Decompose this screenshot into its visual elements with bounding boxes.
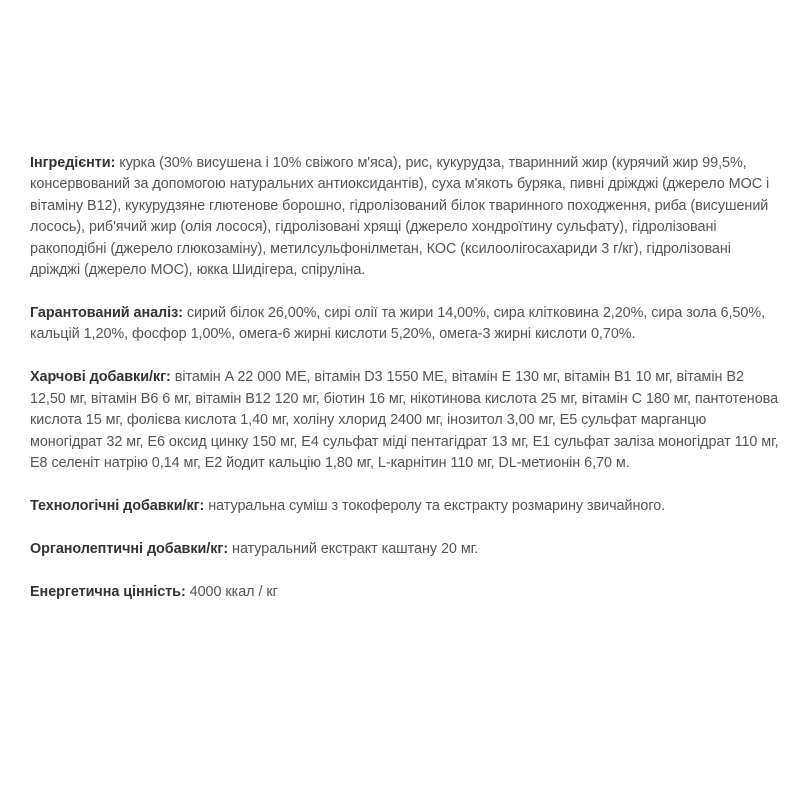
energy-value-label: Енергетична цінність:: [30, 584, 186, 601]
sensory-additives-text: натуральний екстракт каштану 20 мг.: [228, 541, 479, 558]
ingredients-label: Інгредієнти:: [30, 155, 116, 171]
guaranteed-analysis-section: [30, 303, 780, 346]
nutritional-additives-text: вітамін A 22 000 МЕ, вітамін D3 1550 МЕ, вітамін E 130 мг, вітамін B1 10 мг, вітамін B2 12,50 мг, вітамін B6 6 мг, вітамін B12 120 мг, біотин 16 мг, нікотинова кислота 25 мг, вітамін C 180 мг, пантотенова кислота 15 мг, фолієва кислота 1,40 мг, холіну хлорид 2400 мг, інозитол 3,00 мг, E5 сульфат марганцю моногідрат 32 мг, E6 оксид цинку 150 мг, E4 сульфат міді пентагідрат 13 мг, E1 сульфат заліза моногідрат 110 мг, E8 селеніт натрію 0,14 мг, E2 йодит кальцію 1,80 мг, L-карнітин 110 мг, DL-метионін 6,70 м.: [30, 369, 779, 472]
nutritional-additives-section: [30, 367, 780, 474]
guaranteed-analysis-text: сирий білок 26,00%, сирі олії та жири 14,00%, сира клітковина 2,20%, сира зола 6,50%, кальцій 1,20%, фосфор 1,00%, омега-6 жирні кислоти 5,20%, омега-3 жирні кислоти 0,70%.: [30, 305, 766, 343]
sensory-additives-section: [30, 539, 780, 560]
energy-value-text: 4000 ккал / кг: [185, 584, 278, 601]
ingredients-section: [30, 153, 780, 281]
technological-additives-section: [30, 496, 780, 517]
nutritional-additives-label: Харчові добавки/кг:: [30, 369, 171, 386]
product-composition: [30, 153, 780, 625]
technological-additives-text: натуральна суміш з токоферолу та екстракту розмарину звичайного.: [204, 498, 666, 515]
technological-additives-label: Технологічні добавки/кг:: [30, 498, 205, 515]
sensory-additives-label: Органолептичні добавки/кг:: [30, 541, 229, 558]
ingredients-text: курка (30% висушена і 10% свіжого м'яса), рис, кукурудза, тваринний жир (курячий жир 99,5%, консервований за допомогою натуральних антиоксидантів), суха м'якоть буряка, пивні дріжджі (джерело МОС і вітаміну В12), кукурудзяне глютенове борошно, гідролізований білок тваринного походження, риба (висушений лосось), риб'ячий жир (олія лосося), гідролізовані хрящі (джерело хондроїтину сульфату), гідролізовані ракоподібні (джерело глюкозаміну), метилсульфонілметан, КОС (ксилоолігосахариди 3 г/кг), гідролізовані дріжджі (джерело МОС), юкка Шидігера, спіруліна.: [30, 155, 770, 279]
energy-value-section: [30, 582, 780, 603]
guaranteed-analysis-label: Гарантований аналіз:: [30, 305, 183, 322]
